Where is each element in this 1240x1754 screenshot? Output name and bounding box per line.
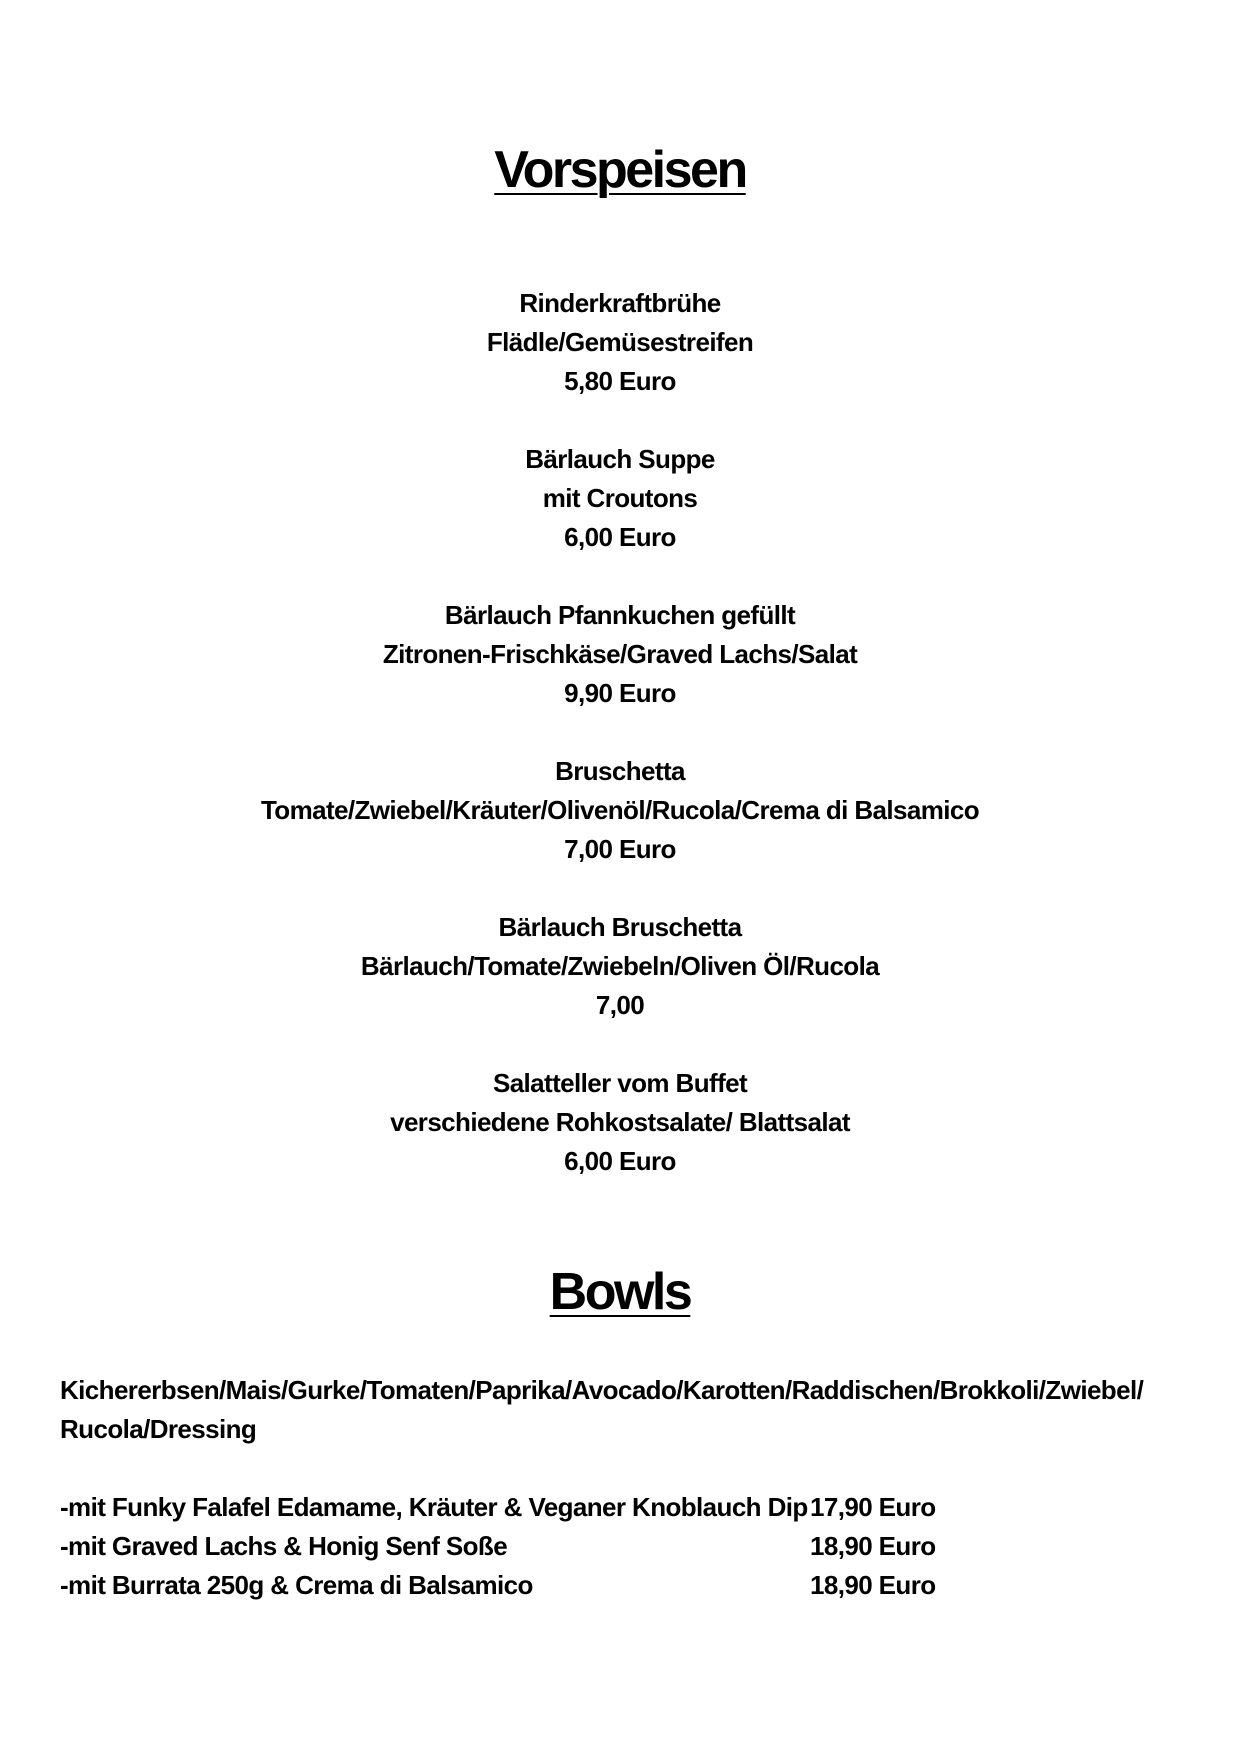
bowl-option	[60, 1566, 1180, 1605]
bowl-option-price: 18,90 Euro	[810, 1531, 936, 1561]
dish-description: Zitronen-Frischkäse/Graved Lachs/Salat	[382, 639, 858, 669]
dish-price: 6,00 Euro	[564, 1146, 676, 1176]
starter-list	[0, 284, 1240, 1220]
dish-price: 9,90 Euro	[564, 678, 676, 708]
dish-price: 7,00 Euro	[564, 834, 676, 864]
dish-name: Rinderkraftbrühe	[519, 288, 721, 318]
bowl-option-list	[60, 1488, 1180, 1605]
bowl-section	[60, 1371, 1180, 1605]
dish-description: verschiedene Rohkostsalate/ Blattsalat	[390, 1107, 850, 1137]
dish-name: Bärlauch Bruschetta	[498, 912, 742, 942]
dish-name: Bruschetta	[555, 756, 685, 786]
dish-name: Bärlauch Suppe	[525, 444, 715, 474]
dish-item	[0, 752, 1240, 869]
bowl-option	[60, 1488, 1180, 1527]
dish-price: 6,00 Euro	[564, 522, 676, 552]
dish-description: Flädle/Gemüsestreifen	[486, 327, 754, 357]
bowls-title-text: Bowls	[549, 1263, 691, 1321]
dish-description: Bärlauch/Tomate/Zwiebeln/Oliven Öl/Rucola	[360, 951, 880, 981]
dish-name: Bärlauch Pfannkuchen gefüllt	[444, 600, 796, 630]
starters-title-text: Vorspeisen	[494, 141, 746, 199]
dish-item	[0, 440, 1240, 557]
dish-description: mit Croutons	[542, 483, 698, 513]
bowl-option-label: -mit Graved Lachs & Honig Senf Soße	[60, 1531, 508, 1561]
dish-item	[0, 284, 1240, 401]
bowl-option-price: 17,90 Euro	[810, 1492, 936, 1522]
dish-item	[0, 908, 1240, 1025]
dish-price: 7,00	[595, 990, 645, 1020]
bowl-option-label: -mit Funky Falafel Edamame, Kräuter & Veganer Knoblauch Dip	[60, 1492, 808, 1522]
bowl-option-price: 18,90 Euro	[810, 1570, 936, 1600]
dish-name: Salatteller vom Buffet	[492, 1068, 748, 1098]
bowl-ingredients: Kichererbsen/Mais/Gurke/Tomaten/Paprika/Avocado/Karotten/Raddischen/Brokkoli/Zwiebel/ Rucola/Dressing	[60, 1375, 1144, 1444]
section-title-starters	[0, 140, 1240, 200]
section-title-bowls	[0, 1262, 1240, 1322]
dish-item	[0, 596, 1240, 713]
bowl-option-label: -mit Burrata 250g & Crema di Balsamico	[60, 1570, 533, 1600]
dish-description: Tomate/Zwiebel/Kräuter/Olivenöl/Rucola/Crema di Balsamico	[260, 795, 980, 825]
dish-price: 5,80 Euro	[564, 366, 676, 396]
bowl-option	[60, 1527, 1180, 1566]
dish-item	[0, 1064, 1240, 1181]
